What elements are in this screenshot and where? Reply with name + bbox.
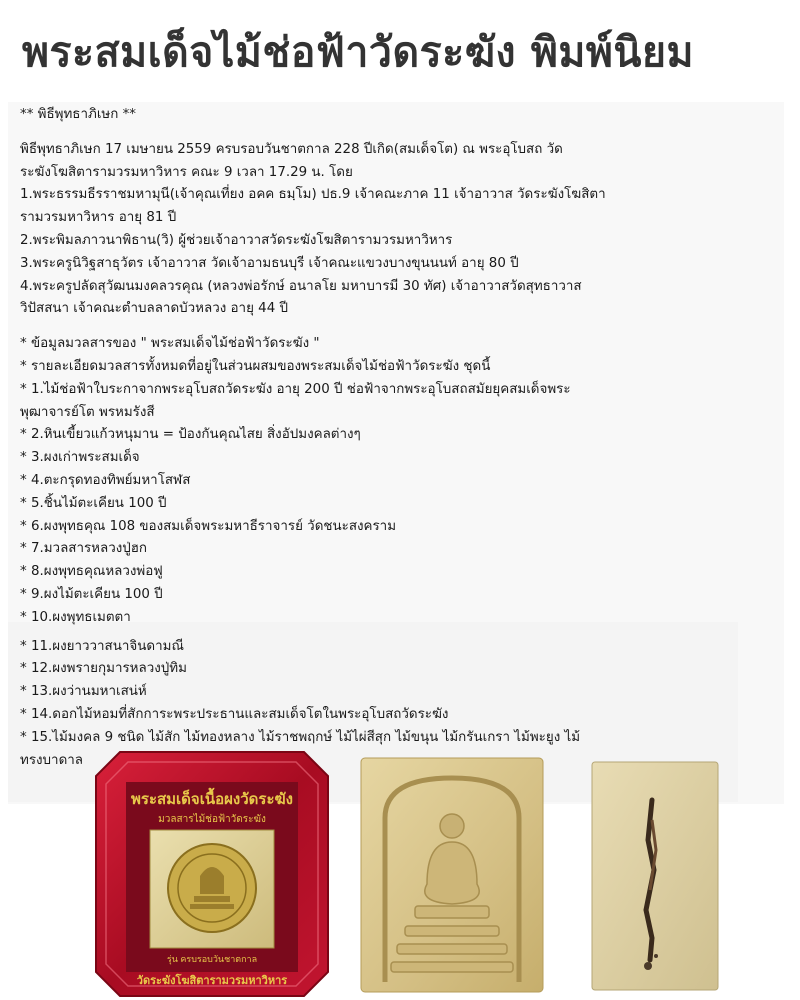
monk-line: 2.พระพิมลภาวนาพิธาน(วิ) ผู้ช่วยเจ้าอาวาสวัดระฆังโฆสิตารามวรมหาวิหาร (20, 232, 453, 248)
material-item: พุฒาจารย์โต พรหมรังสี (20, 404, 155, 420)
material-item: * 7.มวลสารหลวงปู่ฮก (20, 541, 148, 557)
monk-line: 3.พระครูนิวิฐสาธุวัตร เจ้าอาวาส วัดเจ้าอามธนบุรี เจ้าคณะแขวงบางขุนนนท์ อายุ 80 ปี (20, 255, 519, 271)
monk-line: 1.พระธรรมธีรราชมหามุนี(เจ้าคุณเที่ยง อคค ธมฺโม) ปธ.9 เจ้าคณะภาค 11 เจ้าอาวาส วัดระฆังโฆสิตา (20, 187, 606, 203)
amulet-front-photo (357, 754, 547, 996)
box-bottom-label-1: รุ่น ครบรอบวันชาตกาล (166, 954, 258, 964)
ceremony-intro-line: พิธีพุทธาภิเษก 17 เมษายน 2559 ครบรอบวันชาตกาล 228 ปีเกิด(สมเด็จโต) ณ พระอุโบสถ วัด (20, 141, 563, 157)
photo-strip (0, 748, 800, 1000)
material-item: * 12.ผงพรายกุมารหลวงปู่ทิม (20, 661, 187, 677)
material-item: * 15.ไม้มงคล 9 ชนิด ไม้สัก ไม้ทองหลาง ไม้ราชพฤกษ์ ไม้ไผ่สีสุก ไม้ขนุน ไม้กรันเกรา ไม้พะยูง ไม้ (20, 729, 581, 745)
material-item: * 10.ผงพุทธเมตตา (20, 609, 131, 625)
material-item: * 6.ผงพุทธคุณ 108 ของสมเด็จพระมหาธีราจารย์ วัดชนะสงคราม (20, 518, 397, 534)
material-item: * 14.ดอกไม้หอมที่สักการะพระประธานและสมเด็จโตในพระอุโบสถวัดระฆัง (20, 706, 449, 722)
materials-subheading: * รายละเอียดมวลสารทั้งหมดที่อยู่ในส่วนผสมของพระสมเด็จไม้ช่อฟ้าวัดระฆัง ชุดนี้ (20, 358, 491, 374)
box-bottom-label-2: วัดระฆังโฆสิตารามวรมหาวิหาร (136, 975, 288, 987)
box-top-label: พระสมเด็จเนื้อผงวัดระฆัง (131, 791, 293, 808)
page-title: พระสมเด็จไม้ช่อฟ้าวัดระฆัง พิมพ์นิยม (22, 28, 695, 76)
ceremony-heading: ** พิธีพุทธาภิเษก ** (20, 107, 136, 122)
monk-line: 4.พระครูปลัดสุวัฒนมงคลวรคุณ (หลวงพ่อรักษ์ อนาลโย มหาบารมี 30 ทัศ) เจ้าอาวาสวัดสุทธาวาส (20, 278, 582, 294)
monk-line: วิปัสสนา เจ้าคณะตำบลลาดบัวหลวง อายุ 44 ปี (20, 301, 288, 317)
amulet-box-photo (92, 748, 332, 1000)
material-item: * 13.ผงว่านมหาเสน่ห์ (20, 684, 147, 700)
material-item: * 1.ไม้ช่อฟ้าใบระกาจากพระอุโบสถวัดระฆัง อายุ 200 ปี ช่อฟ้าจากพระอุโบสถสมัยยุคสมเด็จพระ (20, 381, 571, 397)
article-body (20, 104, 690, 772)
material-item: ทรงบาดาล (20, 752, 83, 768)
material-item: * 3.ผงเก่าพระสมเด็จ (20, 450, 140, 466)
material-item: * 8.ผงพุทธคุณหลวงพ่อฟู (20, 564, 163, 580)
material-item: * 4.ตะกรุดทองทิพย์มหาโสฬส (20, 472, 191, 488)
box-sub-label: มวลสารไม้ช่อฟ้าวัดระฆัง (158, 814, 266, 825)
material-item: * 11.ผงยาววาสนาจินดามณี (20, 638, 184, 654)
ceremony-intro-line: ระฆังโฆสิตารามวรมหาวิหาร คณะ 9 เวลา 17.29 น. โดย (20, 164, 353, 180)
amulet-back-photo (590, 760, 720, 992)
monk-line: รามวรมหาวิหาร อายุ 81 ปี (20, 210, 177, 226)
material-item: * 9.ผงไม้ตะเคียน 100 ปี (20, 586, 163, 602)
materials-heading: * ข้อมูลมวลสารของ " พระสมเด็จไม้ช่อฟ้าวัดระฆัง " (20, 336, 320, 352)
material-item: * 2.หินเขี้ยวแก้วหนุมาน = ป้องกันคุณไสย สิ่งอัปมงคลต่างๆ (20, 427, 361, 443)
material-item: * 5.ชิ้นไม้ตะเคียน 100 ปี (20, 495, 167, 511)
